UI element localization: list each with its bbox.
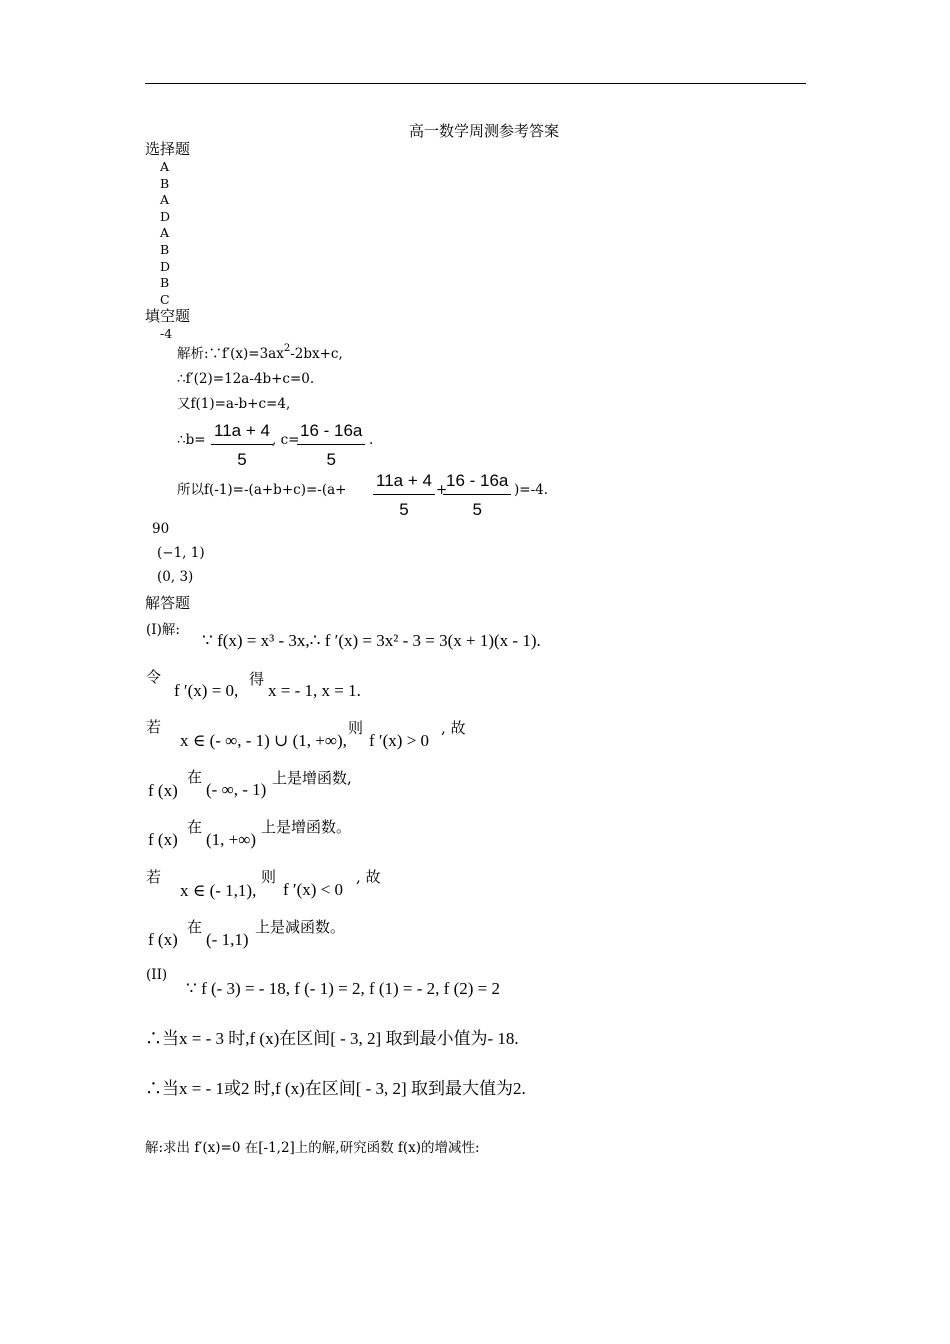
math-interval-union: x ∈ (- ∞, - 1) ∪ (1, +∞), bbox=[180, 731, 347, 750]
choice-answer: A bbox=[160, 225, 170, 241]
choice-answer: D bbox=[160, 208, 171, 224]
fraction-b bbox=[211, 421, 273, 470]
math-critical-eq: f ′(x) = 0, bbox=[174, 681, 239, 700]
fill-answer-1: -4 bbox=[160, 326, 173, 341]
fraction-c bbox=[297, 421, 365, 470]
text-ze-2: 则 bbox=[261, 868, 277, 886]
section-fill: 填空题 bbox=[145, 307, 191, 325]
choice-answer: B bbox=[160, 275, 170, 291]
text-increasing-2: 上是增函数。 bbox=[261, 818, 352, 836]
text-ling: 令 bbox=[146, 668, 162, 686]
fill-answer-4: (0, 3) bbox=[157, 569, 194, 585]
fraction-c-denominator: 5 bbox=[326, 450, 336, 469]
analysis-line-5-prefix: 所以f(-1)=-(a+b+c)=-(a+ bbox=[177, 482, 347, 498]
analysis-line-4-end: . bbox=[369, 432, 374, 448]
text-zai-2: 在 bbox=[187, 818, 203, 836]
math-fx-3: f (x) bbox=[148, 930, 178, 949]
math-interval-3: (- 1,1) bbox=[206, 930, 249, 949]
fraction-c-numerator: 16 - 16a bbox=[297, 421, 365, 445]
choice-answer: B bbox=[160, 242, 170, 257]
math-interval-1: (- ∞, - 1) bbox=[206, 780, 267, 799]
fraction-c-repeat-numerator: 16 - 16a bbox=[443, 471, 511, 495]
analysis-line-1-sup: 2 bbox=[283, 343, 291, 354]
choice-answer: B bbox=[160, 175, 170, 191]
fraction-b-denominator: 5 bbox=[237, 450, 247, 469]
text-ze-1: 则 bbox=[348, 719, 364, 737]
text-gu-1: , 故 bbox=[441, 719, 466, 737]
text-zai-3: 在 bbox=[187, 918, 203, 936]
text-gu-2: , 故 bbox=[356, 868, 381, 886]
analysis-line-4-c: , c= bbox=[272, 432, 300, 448]
line-maximum: ∴当x = - 1或2 时,f (x)在区间[ - 3, 2] 取到最大值为2. bbox=[145, 1079, 526, 1098]
fraction-c-repeat bbox=[443, 471, 511, 520]
section-solve: 解答题 bbox=[145, 594, 191, 612]
analysis-line-2: ∴f′(2)=12a-4b+c=0. bbox=[177, 371, 315, 387]
analysis-line-1-prefix: 解析:∵f′(x)=3ax bbox=[177, 346, 284, 362]
text-ruo-2: 若 bbox=[146, 868, 162, 886]
text-de: 得 bbox=[249, 670, 265, 688]
math-derivative-positive: f ′(x) > 0 bbox=[369, 731, 430, 750]
fill-answer-3: (−1, 1) bbox=[157, 545, 205, 561]
text-increasing-1: 上是增函数, bbox=[272, 769, 352, 787]
math-critical-points: x = - 1, x = 1. bbox=[268, 681, 361, 700]
line-minimum: ∴当x = - 3 时,f (x)在区间[ - 3, 2] 取到最小值为- 18. bbox=[145, 1029, 519, 1048]
choice-answer: A bbox=[160, 159, 170, 174]
fraction-b-repeat bbox=[373, 471, 435, 520]
math-interval-2: (1, +∞) bbox=[206, 830, 257, 849]
part-2-label: (II) bbox=[146, 967, 168, 983]
fill-answer-2: 90 bbox=[152, 521, 170, 537]
fraction-b-numerator: 11a + 4 bbox=[211, 421, 273, 445]
analysis-line-5-plus: + bbox=[436, 482, 448, 498]
analysis-line-1-suffix: -2bx+c, bbox=[290, 346, 343, 362]
text-decreasing: 上是减函数。 bbox=[255, 918, 346, 936]
math-interval-minus1-1: x ∈ (- 1,1), bbox=[180, 881, 257, 900]
closing-line: 解:求出 f′(x)=0 在[-1,2]上的解,研究函数 f(x)的增减性: bbox=[145, 1140, 480, 1156]
analysis-line-3: 又f(1)=a-b+c=4, bbox=[177, 396, 291, 412]
choice-answer: D bbox=[160, 258, 171, 274]
analysis-line-1 bbox=[177, 343, 343, 362]
math-derivative-negative: f ′(x) < 0 bbox=[283, 880, 344, 899]
analysis-line-5-suffix: )=-4. bbox=[514, 482, 549, 498]
fraction-c-repeat-denominator: 5 bbox=[472, 500, 482, 519]
part-1-label: (I)解: bbox=[146, 622, 180, 638]
math-function-values: ∵ f (- 3) = - 18, f (- 1) = 2, f (1) = - 2, f (2) = 2 bbox=[186, 979, 500, 998]
text-zai-1: 在 bbox=[187, 768, 203, 786]
part-1-derivative: ∵ f(x) = x³ - 3x,∴ f ′(x) = 3x² - 3 = 3(x + 1)(x - 1). bbox=[202, 631, 541, 650]
fraction-b-repeat-denominator: 5 bbox=[399, 500, 409, 519]
text-ruo-1: 若 bbox=[146, 718, 162, 736]
math-fx-1: f (x) bbox=[148, 781, 178, 800]
analysis-line-4-b: ∴b= bbox=[177, 432, 206, 448]
header-rule bbox=[145, 83, 806, 84]
choice-answer: A bbox=[160, 192, 170, 208]
section-choice: 选择题 bbox=[145, 140, 191, 158]
page-title: 高一数学周测参考答案 bbox=[409, 122, 560, 140]
math-fx-2: f (x) bbox=[148, 830, 178, 849]
fraction-b-repeat-numerator: 11a + 4 bbox=[373, 471, 435, 495]
choice-answer: C bbox=[160, 291, 170, 307]
